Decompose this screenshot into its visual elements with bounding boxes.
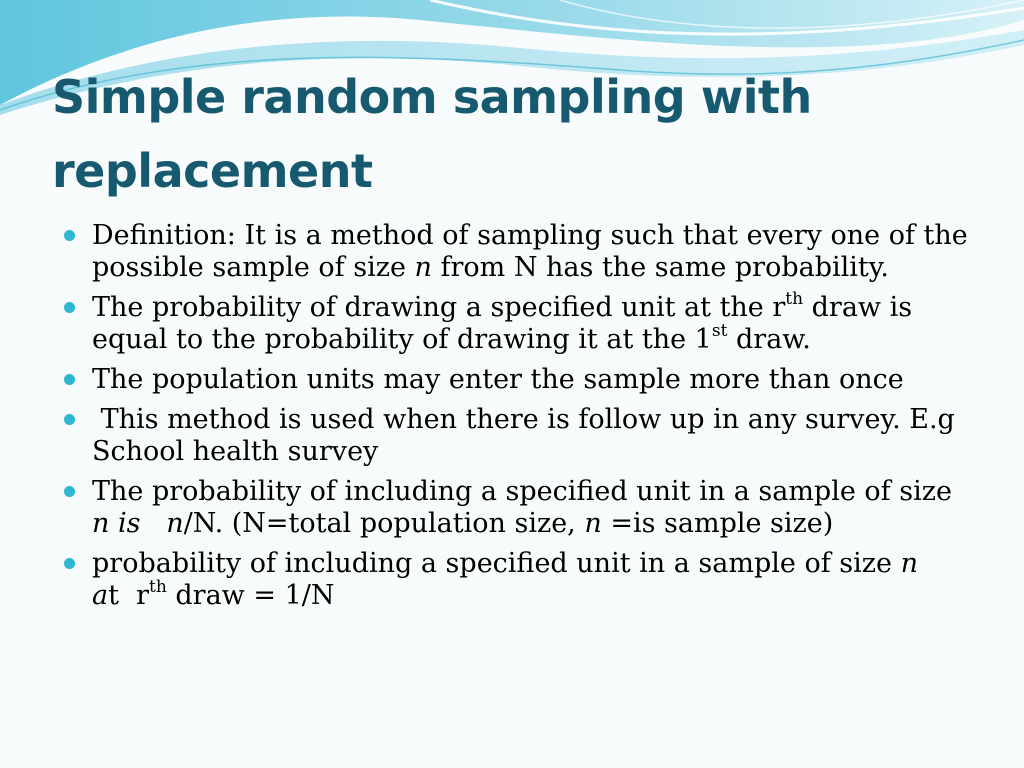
bullet-dot-icon	[64, 302, 75, 313]
bullet-list	[60, 220, 970, 620]
slide-title: Simple random sampling with replacement	[52, 70, 812, 198]
bullet-dot-icon	[64, 414, 75, 425]
bullet-probability-rth-draw: probability of including a specified unit in a sample of size n at $r^{th}$ draw = 1/N	[60, 548, 970, 612]
bullet-dot-icon	[64, 558, 75, 569]
bullet-definition: Definition: It is a method of sampling such that every one of the possible sample of size n from N has the same probability.	[60, 220, 970, 284]
bullet-follow-up: This method is used when there is follow up in any survey. E.g School health survey	[60, 404, 970, 468]
bullet-probability-draw: The probability of drawing a specified unit at the $r^{th}$ draw is equal to the probability of drawing it at the 1st draw.	[60, 292, 970, 356]
bullet-dot-icon	[64, 486, 75, 497]
bullet-population-units: The population units may enter the sample more than once	[60, 364, 970, 396]
bullet-probability-including: The probability of including a specified unit in a sample of size n is n/N. (N=total population size, n =is sample size)	[60, 476, 970, 540]
bullet-dot-icon	[64, 374, 75, 385]
bullet-dot-icon	[64, 230, 75, 241]
